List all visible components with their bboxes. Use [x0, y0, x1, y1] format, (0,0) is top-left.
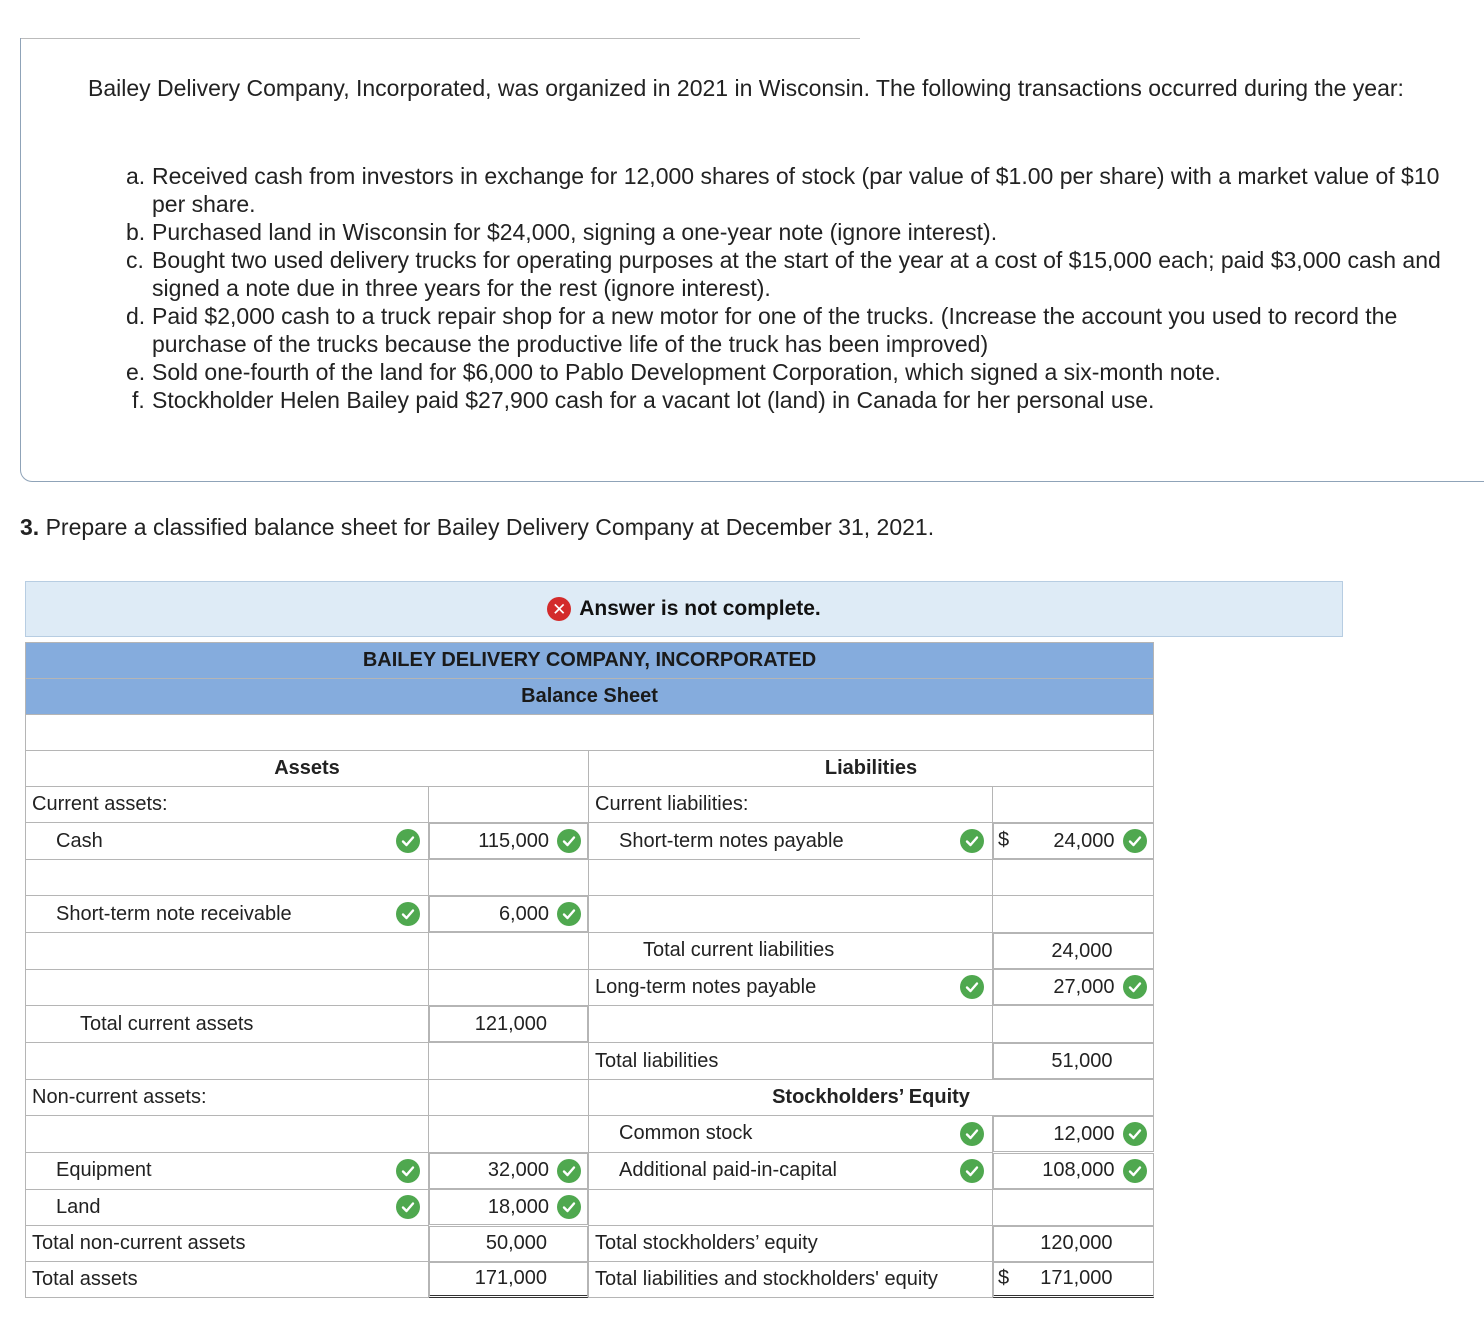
table-row: [26, 823, 1154, 860]
table-row: [26, 1043, 1154, 1080]
check-icon: [557, 829, 581, 853]
empty-input-cell[interactable]: [429, 1116, 589, 1153]
total-stockholders-equity-label: Total stockholders’ equity: [589, 1225, 993, 1262]
empty-select-cell[interactable]: [589, 1006, 993, 1043]
empty-input-cell[interactable]: [429, 1043, 589, 1080]
common-stock-select[interactable]: Common stock: [589, 1116, 993, 1153]
table-row: [26, 896, 1154, 933]
problem-intro: Bailey Delivery Company, Incorporated, was organized in 2021 in Wisconsin. The following transactions occurred during the year:: [88, 75, 1404, 101]
long-term-notes-payable-select[interactable]: Long-term notes payable: [589, 969, 993, 1006]
empty-input-cell[interactable]: [429, 933, 589, 970]
check-icon: [960, 975, 984, 999]
total-liabilities-and-equity-value: $ 171,000: [993, 1262, 1154, 1298]
table-row: [26, 787, 1154, 823]
check-icon: [557, 902, 581, 926]
table-row: [26, 933, 1154, 970]
liabilities-header: Liabilities: [589, 751, 1154, 787]
check-icon: [557, 1195, 581, 1219]
transaction-d: d. Paid $2,000 cash to a truck repair shop for a new motor for one of the trucks. (Increase the account you used to record the purchase of the trucks because the productive life of the truck has been improved): [126, 303, 1398, 357]
transaction-b: b. Purchased land in Wisconsin for $24,000, signing a one-year note (ignore interest).: [126, 219, 998, 245]
transaction-e: e. Sold one-fourth of the land for $6,000 to Pablo Development Corporation, which signed a six-month note.: [126, 359, 1221, 385]
cash-input[interactable]: 115,000: [429, 823, 588, 859]
balance-sheet-table: [25, 642, 1154, 1298]
stockholders-equity-header: Stockholders’ Equity: [589, 1080, 1154, 1116]
long-term-notes-payable-input[interactable]: 27,000: [993, 969, 1154, 1005]
empty-input-cell[interactable]: [429, 787, 589, 823]
empty-input-cell[interactable]: [429, 969, 589, 1006]
check-icon: [396, 1159, 420, 1183]
assets-header: Assets: [26, 751, 589, 787]
common-stock-input[interactable]: 12,000: [993, 1116, 1154, 1152]
empty-select-cell[interactable]: [26, 1043, 429, 1080]
current-liabilities-label: Current liabilities:: [589, 787, 993, 823]
empty-select-cell[interactable]: [26, 933, 429, 970]
table-row: [26, 1225, 1154, 1262]
answer-status-banner: [25, 581, 1343, 637]
non-current-assets-label: Non-current assets:: [26, 1080, 429, 1116]
total-current-liabilities-value: 24,000: [993, 933, 1154, 969]
check-icon: [1123, 975, 1147, 999]
total-assets-value: 171,000: [429, 1262, 588, 1298]
land-input[interactable]: 18,000: [429, 1189, 588, 1225]
cash-select[interactable]: Cash: [26, 823, 429, 860]
additional-paid-in-capital-input[interactable]: 108,000: [993, 1153, 1154, 1189]
empty-input-cell[interactable]: [993, 787, 1154, 823]
short-term-note-receivable-input[interactable]: 6,000: [429, 896, 588, 932]
check-icon: [396, 902, 420, 926]
sheet-title: Balance Sheet: [26, 679, 1154, 715]
current-assets-label: Current assets:: [26, 787, 429, 823]
table-row: [26, 860, 1154, 896]
empty-select-cell[interactable]: [589, 860, 993, 896]
check-icon: [1123, 1122, 1147, 1146]
short-term-note-receivable-select[interactable]: Short-term note receivable: [26, 896, 429, 933]
transaction-f: f. Stockholder Helen Bailey paid $27,900 cash for a vacant lot (land) in Canada for her personal use.: [132, 387, 1155, 413]
empty-select-cell[interactable]: [589, 1189, 993, 1225]
empty-select-cell[interactable]: [26, 860, 429, 896]
additional-paid-in-capital-select[interactable]: Additional paid-in-capital: [589, 1152, 993, 1189]
check-icon: [396, 829, 420, 853]
table-row: [26, 1152, 1154, 1189]
table-row: [26, 1080, 1154, 1116]
total-current-assets-label: Total current assets: [26, 1006, 429, 1043]
empty-input-cell[interactable]: [993, 896, 1154, 933]
total-stockholders-equity-value: 120,000: [993, 1226, 1154, 1262]
total-current-liabilities-label: Total current liabilities: [589, 933, 993, 970]
short-term-notes-payable-select[interactable]: Short-term notes payable: [589, 823, 993, 860]
land-select[interactable]: Land: [26, 1189, 429, 1225]
x-circle-icon: ✕: [547, 597, 571, 621]
answer-status-text: Answer is not complete.: [579, 597, 821, 620]
total-liabilities-and-equity-label: Total liabilities and stockholders' equity: [589, 1262, 993, 1298]
empty-input-cell[interactable]: [993, 860, 1154, 896]
company-name-row: [26, 643, 1154, 679]
check-icon: [960, 1159, 984, 1183]
total-non-current-assets-value: 50,000: [429, 1226, 588, 1262]
table-row: [26, 1116, 1154, 1153]
total-current-assets-value: 121,000: [429, 1006, 588, 1042]
empty-select-cell[interactable]: [589, 896, 993, 933]
table-row: [26, 1189, 1154, 1225]
sheet-title-row: [26, 679, 1154, 715]
empty-input-cell[interactable]: [429, 860, 589, 896]
check-icon: [1123, 829, 1147, 853]
table-row: [26, 1006, 1154, 1043]
blank-row: [26, 715, 1154, 751]
total-liabilities-label: Total liabilities: [589, 1043, 993, 1080]
equipment-input[interactable]: 32,000: [429, 1153, 588, 1189]
company-name: BAILEY DELIVERY COMPANY, INCORPORATED: [26, 643, 1154, 679]
empty-select-cell[interactable]: [26, 1116, 429, 1153]
empty-input-cell[interactable]: [993, 1189, 1154, 1225]
check-icon: [396, 1195, 420, 1219]
check-icon: [960, 829, 984, 853]
check-icon: [557, 1159, 581, 1183]
question-text: 3. Prepare a classified balance sheet for Bailey Delivery Company at December 31, 2021.: [20, 514, 935, 540]
section-header-row: [26, 751, 1154, 787]
total-non-current-assets-label: Total non-current assets: [26, 1225, 429, 1262]
check-icon: [1123, 1159, 1147, 1183]
transaction-a: a. Received cash from investors in exchange for 12,000 shares of stock (par value of $1.00 per share) with a market value of $10 per share.: [126, 163, 1440, 217]
table-row: [26, 969, 1154, 1006]
empty-input-cell[interactable]: [429, 1080, 589, 1116]
table-row: [26, 1262, 1154, 1298]
equipment-select[interactable]: Equipment: [26, 1152, 429, 1189]
empty-input-cell[interactable]: [993, 1006, 1154, 1043]
total-assets-label: Total assets: [26, 1262, 429, 1298]
check-icon: [960, 1122, 984, 1146]
short-term-notes-payable-input[interactable]: $ 24,000: [993, 823, 1154, 859]
empty-select-cell[interactable]: [26, 969, 429, 1006]
transaction-c: c. Bought two used delivery trucks for operating purposes at the start of the year at a cost of $15,000 each; paid $3,000 cash and signed a note due in three years for the rest (ignore interest).: [126, 247, 1441, 301]
total-liabilities-value: 51,000: [993, 1043, 1154, 1079]
transaction-list: [126, 162, 1446, 414]
